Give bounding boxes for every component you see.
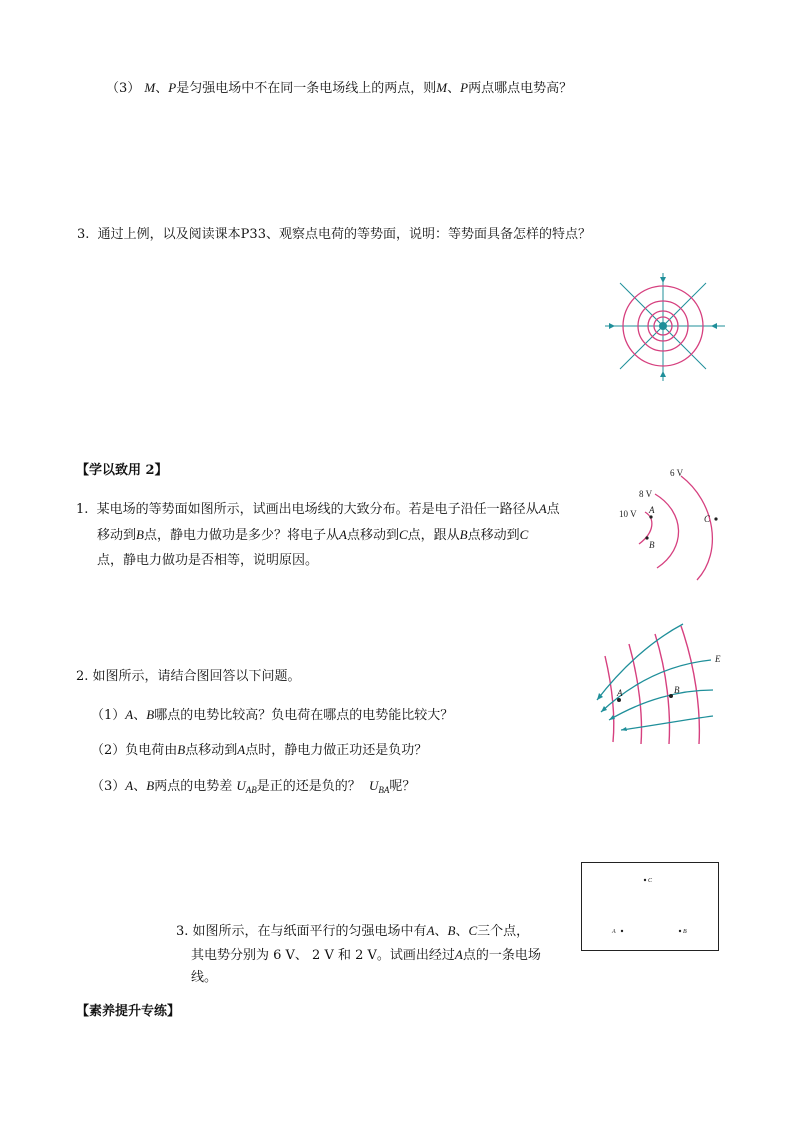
- problem-2-sub-3: （3）A、B两点的电势差 $U_{AB}$是正的还是负的？ $U_{BA}$呢？: [91, 778, 416, 795]
- problem-1-line-3: 点，静电力做功是否相等，说明原因。: [97, 553, 319, 568]
- box-point-a: A: [612, 929, 616, 935]
- equipotential-curves-figure: [615, 462, 725, 582]
- problem-3-line-3: 线。: [191, 970, 218, 985]
- point-b-label: B: [649, 540, 655, 550]
- problem-2-sub-1: （1）A、B哪点的电势比较高？负电荷在哪点的电势能比较大？: [91, 707, 454, 723]
- problem-2-sub-2: （2）负电荷由B点移动到A点时，静电力做正功还是负功？: [91, 742, 428, 758]
- problem-1-line-1: 1. 某电场的等势面如图所示，试画出电场线的大致分布。若是电子沿任一路径从A点: [76, 501, 560, 517]
- section-title-literacy: 【素养提升专练】: [76, 1004, 181, 1019]
- point-charge-figure: [605, 273, 725, 383]
- section-title-apply-2: 【学以致用 2】: [76, 463, 168, 478]
- field-e-label: E: [715, 654, 721, 664]
- field-point-a: A: [617, 688, 623, 698]
- field-point-b: B: [674, 685, 680, 695]
- label-6v: 6 V: [670, 468, 684, 478]
- box-point-c: C: [648, 878, 653, 884]
- problem-3-line-2: 其电势分别为 6 V、 2 V 和 2 V。试画出经过A点的一条电场: [191, 947, 541, 963]
- box-point-b: B: [683, 929, 687, 935]
- point-c-label: C: [704, 514, 711, 524]
- problem-3-line-1: 3. 如图所示，在与纸面平行的匀强电场中有A、B、C三个点，: [176, 923, 530, 939]
- label-8v: 8 V: [639, 489, 653, 499]
- question-3: （3） M、P是匀强电场中不在同一条电场线上的两点，则M、P两点哪点电势高？: [106, 80, 573, 96]
- field-lines-figure: [583, 620, 728, 745]
- problem-1-line-2: 移动到B点，静电力做功是多少？将电子从A点移动到C点，跟从B点移动到C: [97, 527, 529, 543]
- abc-points-box: [581, 862, 721, 952]
- point-a-label: A: [649, 505, 655, 515]
- item-3: 3. 通过上例，以及阅读课本P33、观察点电荷的等势面，说明：等势面具备怎样的特点？: [77, 227, 591, 242]
- problem-2-line: 2. 如图所示，请结合图回答以下问题。: [76, 669, 301, 684]
- label-10v: 10 V: [619, 509, 637, 519]
